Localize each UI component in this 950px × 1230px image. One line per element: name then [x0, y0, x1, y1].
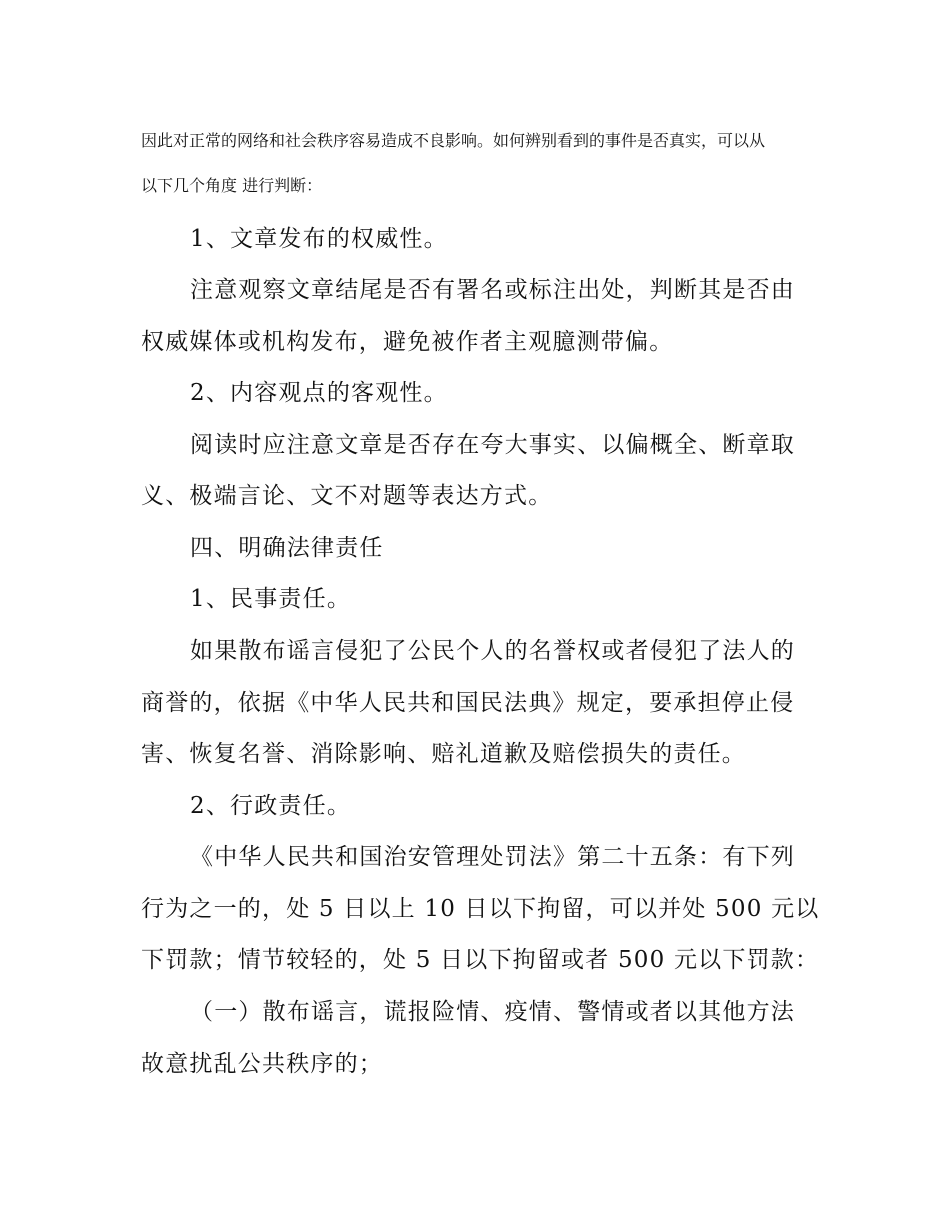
paragraph-line: 商誉的，依据《中华人民共和国民法典》规定，要承担停止侵 [141, 690, 795, 716]
paragraph-line: 《中华人民共和国治安管理处罚法》第二十五条：有下列 [190, 844, 795, 870]
paragraph-line: 如果散布谣言侵犯了公民个人的名誉权或者侵犯了法人的 [190, 638, 795, 664]
paragraph-line: 义、极端言论、文不对题等表达方式。 [141, 483, 553, 509]
paragraph-line: 行为之一的，处 5 日以上 10 日以下拘留，可以并处 500 元以 [141, 896, 820, 922]
paragraph-line: 故意扰乱公共秩序的； [141, 1051, 383, 1077]
paragraph-line: 注意观察文章结尾是否有署名或标注出处，判断其是否由 [190, 277, 795, 303]
paragraph-line: 权威媒体或机构发布，避免被作者主观臆测带偏。 [141, 329, 674, 355]
section-heading: 四、明确法律责任 [190, 535, 384, 561]
paragraph-line: 下罚款；情节较轻的，处 5 日以下拘留或者 500 元以下罚款： [141, 947, 820, 973]
paragraph-line: 阅读时应注意文章是否存在夸大事实、以偏概全、断章取 [190, 432, 795, 458]
paragraph-line: 害、恢复名誉、消除影响、赔礼道歉及赔偿损失的责任。 [141, 741, 746, 767]
heading-objectivity: 2、内容观点的客观性。 [190, 380, 448, 406]
paragraph-line: （一）散布谣言，谎报险情、疫情、警情或者以其他方法 [190, 999, 795, 1025]
intro-line: 以下几个角度 进行判断： [141, 176, 323, 195]
intro-line: 因此对正常的网络和社会秩序容易造成不良影响。如何辨别看到的事件是否真实，可以从 [141, 131, 766, 150]
heading-administrative-liability: 2、行政责任。 [190, 793, 352, 819]
heading-civil-liability: 1、民事责任。 [190, 586, 352, 612]
heading-authority: 1、文章发布的权威性。 [190, 226, 448, 252]
